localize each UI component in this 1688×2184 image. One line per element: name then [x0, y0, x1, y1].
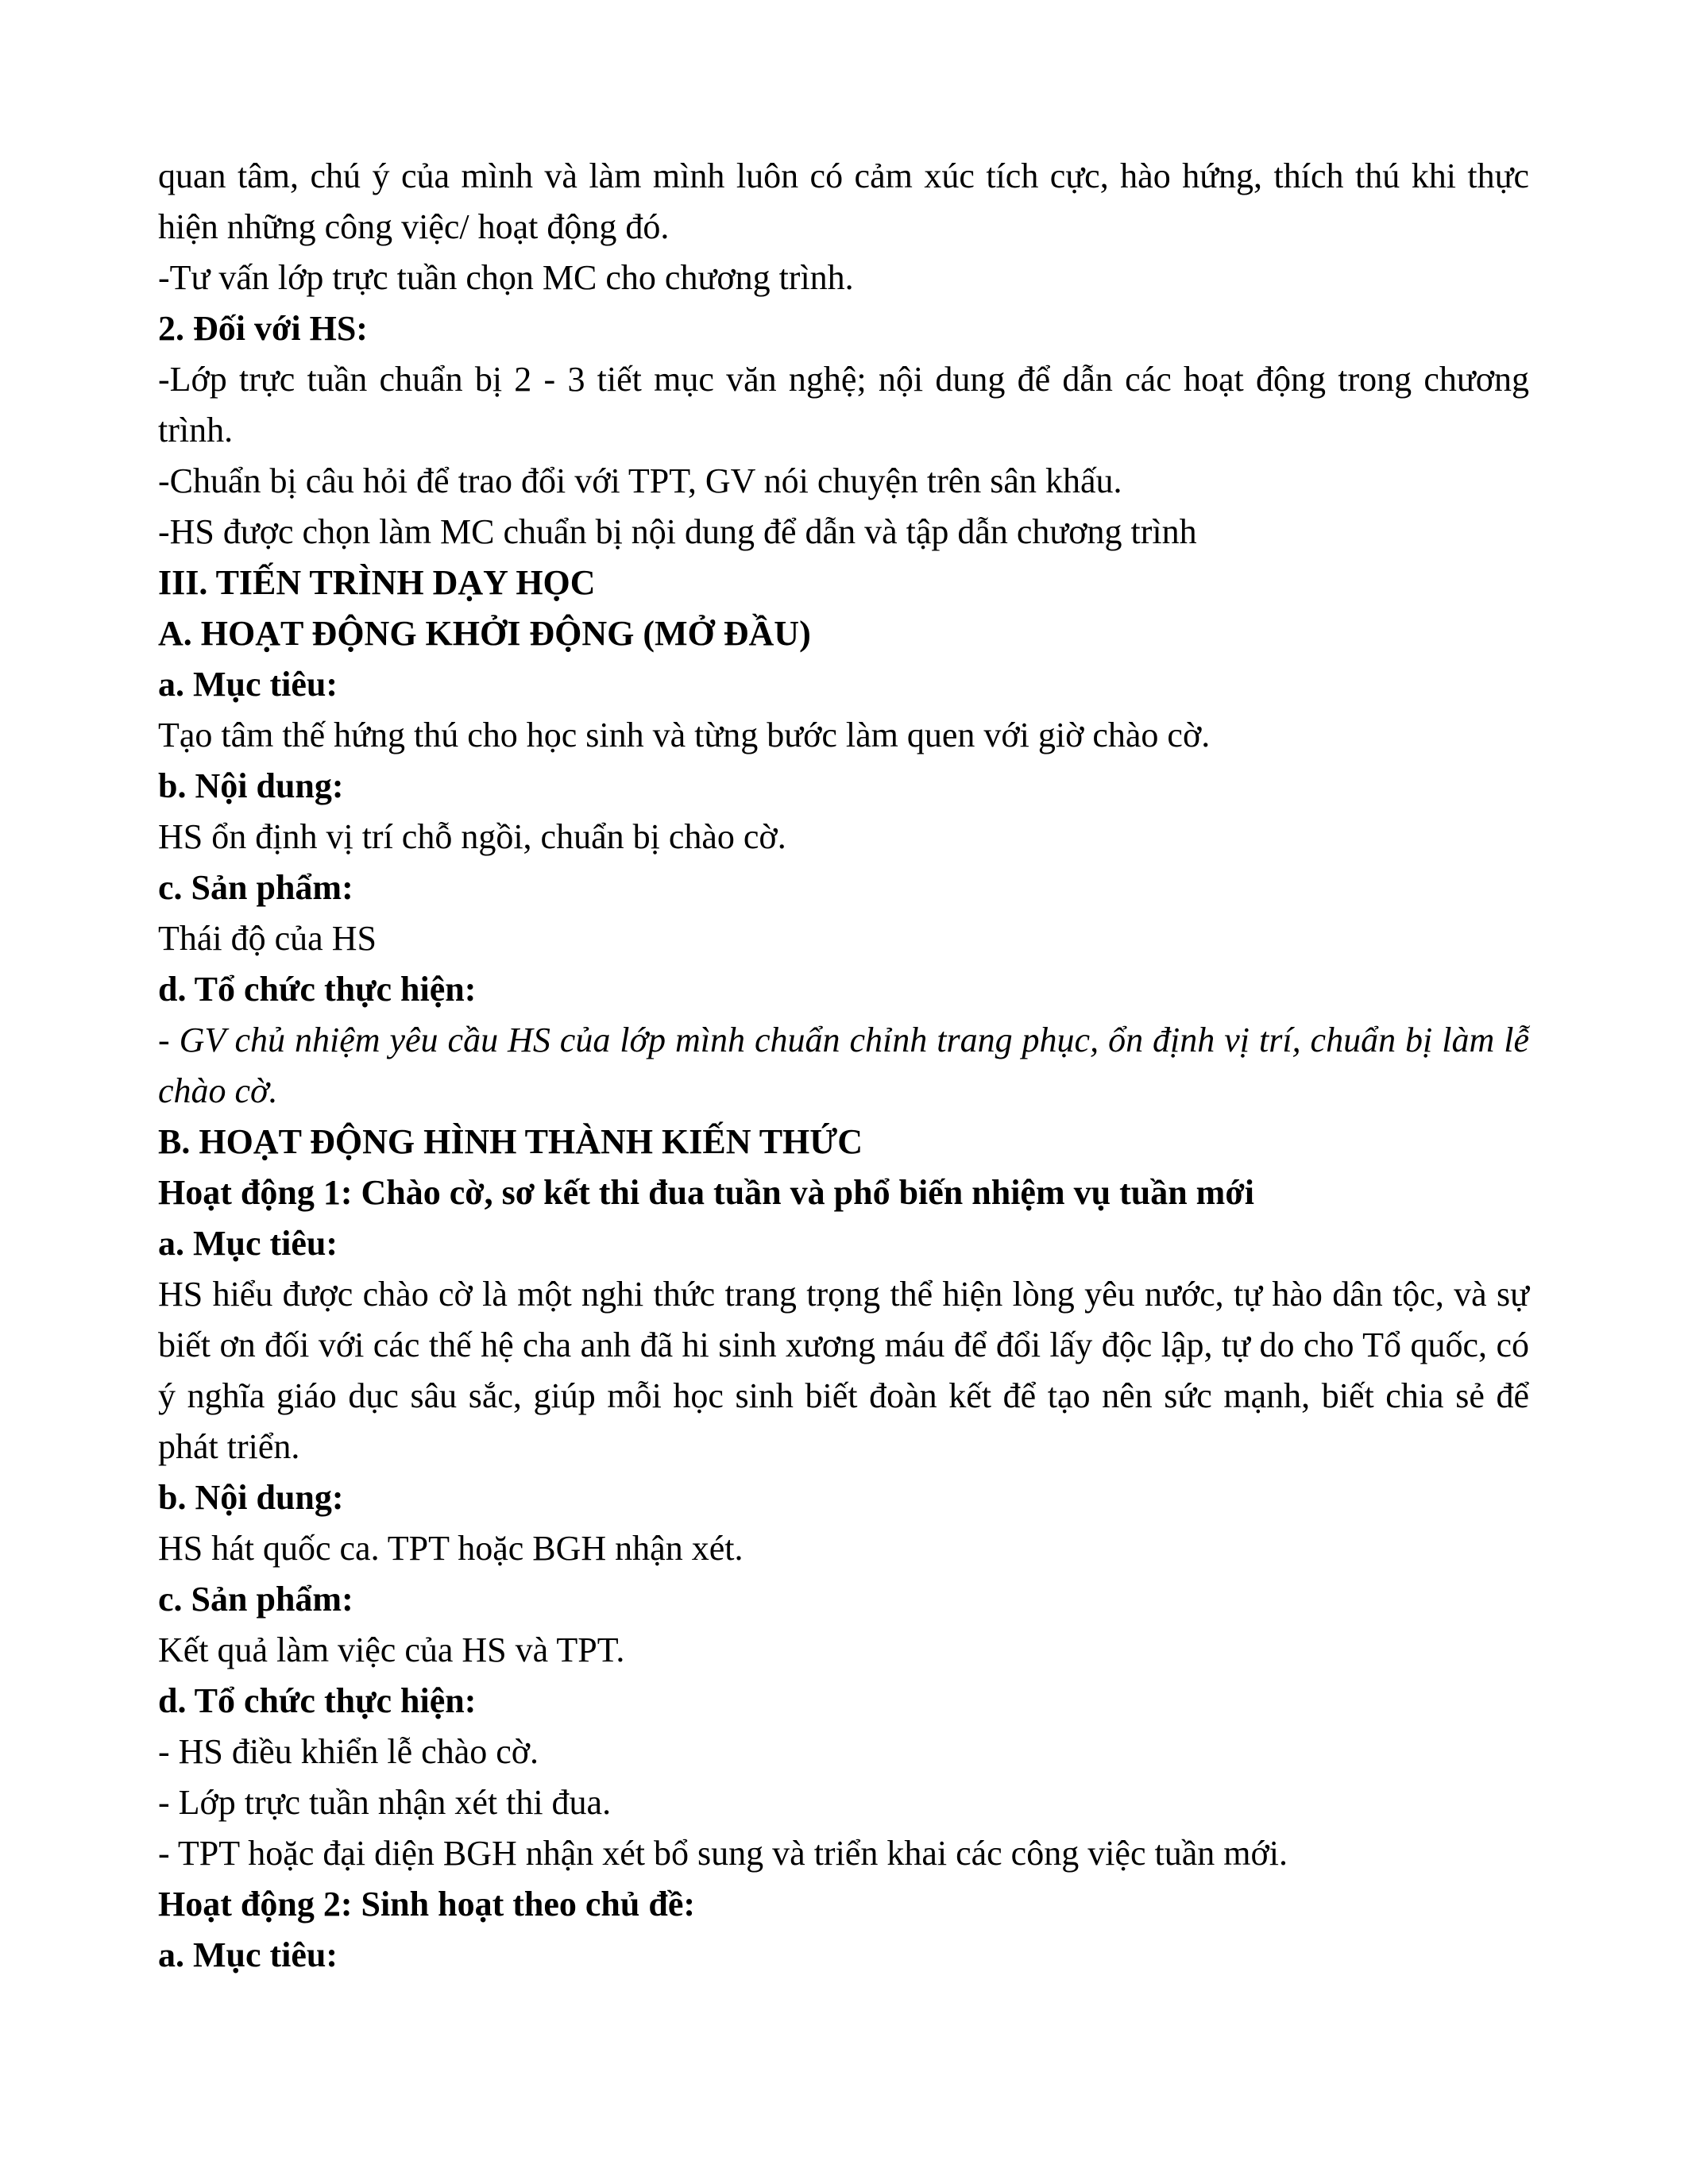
- a-product-label: c. Sản phẩm:: [158, 868, 353, 907]
- students-heading: 2. Đối với HS:: [158, 309, 368, 348]
- b1-org-label: d. Tổ chức thực hiện:: [158, 1681, 477, 1720]
- a-content-label: b. Nội dung:: [158, 766, 344, 805]
- activity-1-heading: Hoạt động 1: Chào cờ, sơ kết thi đua tuần và phổ biến nhiệm vụ tuần mới: [158, 1173, 1254, 1212]
- b2-goal-label: a. Mục tiêu:: [158, 1935, 338, 1974]
- section-iii-heading: III. TIẾN TRÌNH DẠY HỌC: [158, 563, 596, 602]
- a-goal-text: Tạo tâm thế hứng thú cho học sinh và từng bước làm quen với giờ chào cờ.: [158, 716, 1211, 754]
- activity-2-heading: Hoạt động 2: Sinh hoạt theo chủ đề:: [158, 1885, 696, 1924]
- b1-goal-label: a. Mục tiêu:: [158, 1224, 338, 1263]
- b1-org-item: - Lớp trực tuần nhận xét thi đua.: [158, 1783, 612, 1822]
- a-content-text: HS ổn định vị trí chỗ ngồi, chuẩn bị chào cờ.: [158, 817, 786, 856]
- intro-paragraph: quan tâm, chú ý của mình và làm mình luôn có cảm xúc tích cực, hào hứng, thích thú khi thực hiện những công việc/ hoạt động đó.: [158, 156, 1529, 246]
- a-goal-label: a. Mục tiêu:: [158, 665, 338, 704]
- a-org-text: - GV chủ nhiệm yêu cầu HS của lớp mình chuẩn chỉnh trang phục, ổn định vị trí, chuẩn bị làm lễ chào cờ.: [158, 1021, 1529, 1110]
- b1-goal-text: HS hiểu được chào cờ là một nghi thức trang trọng thể hiện lòng yêu nước, tự hào dân tộc, và sự biết ơn đối với các thế hệ cha anh đã hi sinh xương máu để đổi lấy độc lập, tự do cho Tổ quốc, có ý nghĩa giáo dục sâu sắc, giúp mỗi học sinh biết đoàn kết để tạo nên sức mạnh, biết chia sẻ để phát triển.: [158, 1275, 1529, 1466]
- b1-content-text: HS hát quốc ca. TPT hoặc BGH nhận xét.: [158, 1529, 744, 1568]
- section-b-heading: B. HOẠT ĐỘNG HÌNH THÀNH KIẾN THỨC: [158, 1122, 863, 1161]
- mc-advice-line: -Tư vấn lớp trực tuần chọn MC cho chương trình.: [158, 258, 854, 297]
- b1-org-item: - HS điều khiển lễ chào cờ.: [158, 1732, 539, 1771]
- a-product-text: Thái độ của HS: [158, 919, 377, 958]
- b1-content-label: b. Nội dung:: [158, 1478, 344, 1517]
- b1-org-item: - TPT hoặc đại diện BGH nhận xét bổ sung và triển khai các công việc tuần mới.: [158, 1834, 1288, 1873]
- b1-product-label: c. Sản phẩm:: [158, 1580, 353, 1619]
- class-prepare-paragraph: -Lớp trực tuần chuẩn bị 2 - 3 tiết mục văn nghệ; nội dung để dẫn các hoạt động trong chương trình.: [158, 360, 1529, 450]
- questions-line: -Chuẩn bị câu hỏi để trao đổi với TPT, GV nói chuyện trên sân khấu.: [158, 461, 1122, 500]
- a-org-label: d. Tổ chức thực hiện:: [158, 970, 477, 1009]
- b1-product-text: Kết quả làm việc của HS và TPT.: [158, 1630, 625, 1669]
- document-page: [158, 151, 1529, 1981]
- section-a-heading: A. HOẠT ĐỘNG KHỞI ĐỘNG (MỞ ĐẦU): [158, 614, 811, 653]
- mc-prepare-line: -HS được chọn làm MC chuẩn bị nội dung để dẫn và tập dẫn chương trình: [158, 512, 1197, 551]
